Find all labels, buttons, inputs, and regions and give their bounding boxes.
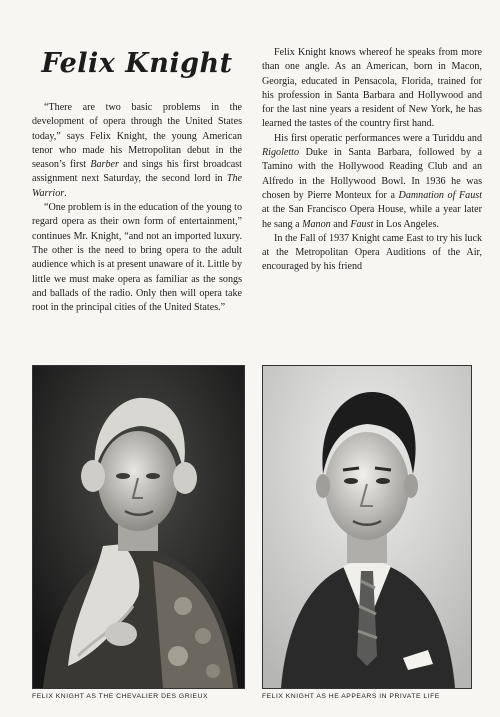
private-portrait-photo [262, 365, 472, 689]
left-photo-caption: FELIX KNIGHT AS THE CHEVALIER DES GRIEUX [32, 693, 208, 700]
right-column [262, 46, 482, 275]
left-column [32, 46, 242, 315]
left-paragraph-1: “There are two basic problems in the development of opera through the United States today,” says Felix Knight, the young American tenor who made his Metropolitan debut in the season’s first Barber and sings his first broadcast assignment next Saturday, the second lord in The Warrior. [32, 102, 242, 199]
right-paragraph-2: His first operatic performances were a Turiddu and Rigoletto Duke in Santa Barbara, followed by a Tamino with the Hollywood Reading Club and an Alfredo in the Hollywood Bowl. In 1936 he was chosen by Pierre Monteux for a Damnation of Faust at the San Francisco Opera House, while a year later he sang a Manon and Faust in Los Angeles. [262, 132, 482, 230]
costume-portrait-photo [32, 365, 245, 689]
right-photo-caption: FELIX KNIGHT AS HE APPEARS IN PRIVATE LIFE [262, 693, 440, 700]
left-paragraph-2: “One problem is in the education of the young to regard opera as their own form of entertainment,” continues Mr. Knight, “and not an imported luxury. The other is the need to bring opera to the adult audience which is at present unaware of it. Little by little we must make opera as familiar as the songs and ballads of the radio. Only then will opera take root in the principal cities of the United States.” [32, 202, 242, 314]
right-paragraph-1: Felix Knight knows whereof he speaks from more than one angle. As an American, born in Macon, Georgia, educated in Pensacola, Florida, trained for his profession in Santa Barbara and Hollywood and for the last nine years a resident of New York, he has learned the tastes of the country first hand. [262, 47, 482, 130]
right-paragraph-3: In the Fall of 1937 Knight came East to try his luck at the Metropolitan Opera Auditions of the Air, encouraged by his friend [262, 232, 482, 273]
article-title: Felix Knight [41, 48, 233, 79]
